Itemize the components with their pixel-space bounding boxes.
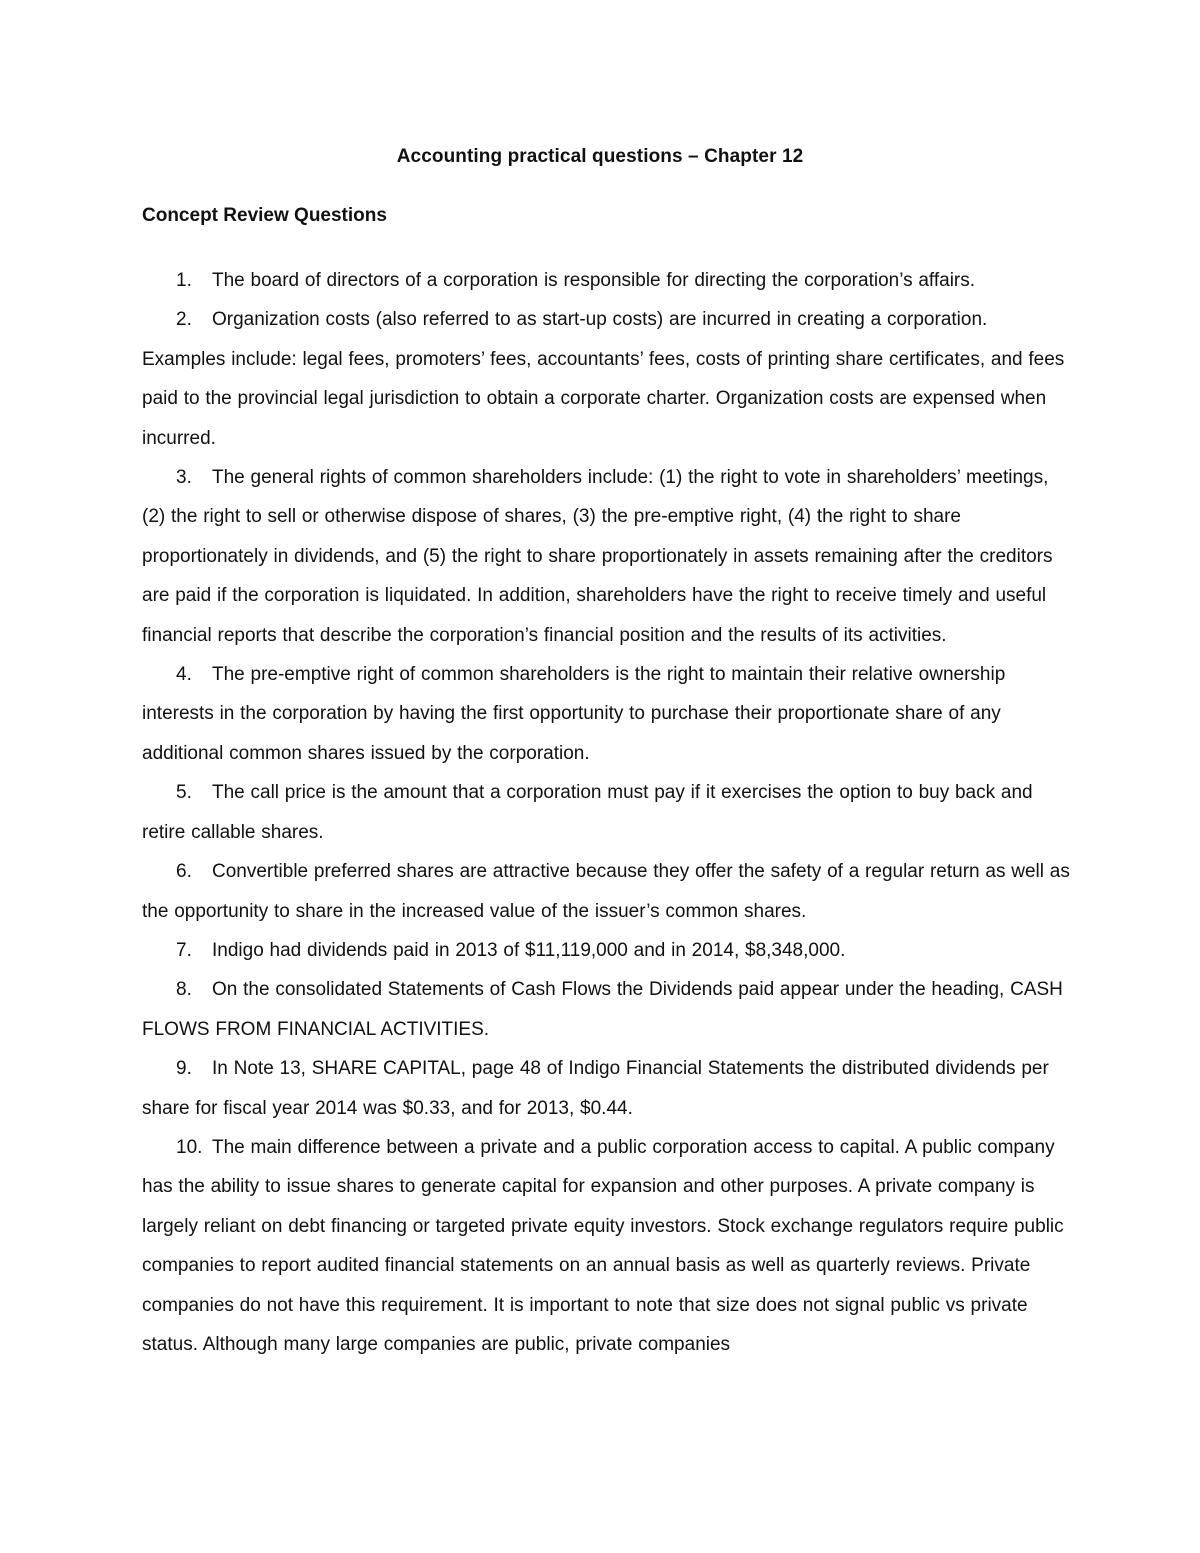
list-item — [142, 970, 1072, 1049]
list-item — [142, 655, 1072, 773]
item-text: In Note 13, SHARE CAPITAL, page 48 of Indigo Financial Statements the distributed dividends per share for fiscal year 2014 was $0.33, and for 2013, $0.44. — [142, 1058, 1049, 1119]
item-text: Convertible preferred shares are attractive because they offer the safety of a regular return as well as the opportunity to share in the increased value of the issuer’s common shares. — [142, 861, 1070, 922]
item-text: On the consolidated Statements of Cash Flows the Dividends paid appear under the heading, CASH FLOWS FROM FINANCIAL ACTIVITIES. — [142, 979, 1063, 1040]
item-number: 4. — [176, 664, 192, 686]
item-number: 9. — [176, 1058, 192, 1080]
question-list — [142, 261, 1072, 1364]
item-number: 10. — [176, 1136, 203, 1158]
item-text: The main difference between a private and a public corporation access to capital. A public company has the ability to issue shares to generate capital for expansion and other purposes. A private company is largely reliant on debt financing or targeted private equity investors. Stock exchange regulators require public companies to report audited financial statements on an annual basis as well as quarterly reviews. Private companies do not have this requirement. It is important to note that size does not signal public vs private status. Although many large companies are public, private companies — [142, 1136, 1064, 1355]
item-text: The general rights of common shareholders include: (1) the right to vote in shareholders’ meetings, (2) the right to sell or otherwise dispose of shares, (3) the pre-emptive right, (4) the right to share proportionately in dividends, and (5) the right to share proportionately in assets remaining after the creditors are paid if the corporation is liquidated. In addition, shareholders have the right to receive timely and useful financial reports that describe the corporation’s financial position and the results of its activities. — [142, 467, 1053, 646]
list-item — [142, 1128, 1072, 1364]
list-item — [142, 852, 1072, 931]
list-item — [142, 300, 1072, 458]
item-text: The call price is the amount that a corporation must pay if it exercises the option to buy back and retire callable shares. — [142, 782, 1033, 843]
list-item — [142, 458, 1072, 655]
item-number: 2. — [176, 309, 192, 331]
item-number: 5. — [176, 782, 192, 804]
section-heading: Concept Review Questions — [142, 205, 387, 226]
item-text: The pre-emptive right of common shareholders is the right to maintain their relative ownership interests in the corporation by having the first opportunity to purchase their proportionate share of any additional common shares issued by the corporation. — [142, 664, 1006, 764]
item-number: 7. — [176, 939, 192, 961]
item-text: Indigo had dividends paid in 2013 of $11,119,000 and in 2014, $8,348,000. — [212, 939, 846, 961]
item-text: The board of directors of a corporation is responsible for directing the corporation’s affairs. — [212, 270, 976, 291]
list-item — [142, 773, 1072, 852]
list-item — [142, 261, 1072, 300]
item-text: Organization costs (also referred to as start-up costs) are incurred in creating a corporation. Examples include: legal fees, promoters’ fees, accountants’ fees, costs of printing share certificates, and fees paid to the provincial legal jurisdiction to obtain a corporate charter. Organization costs are expensed when incurred. — [142, 309, 1065, 449]
list-item — [142, 931, 1072, 970]
item-number: 8. — [176, 979, 192, 1001]
item-number: 3. — [176, 467, 192, 489]
item-number: 6. — [176, 861, 192, 883]
document-title: Accounting practical questions – Chapter 12 — [396, 146, 804, 167]
list-item — [142, 1049, 1072, 1128]
item-number: 1. — [176, 270, 192, 291]
